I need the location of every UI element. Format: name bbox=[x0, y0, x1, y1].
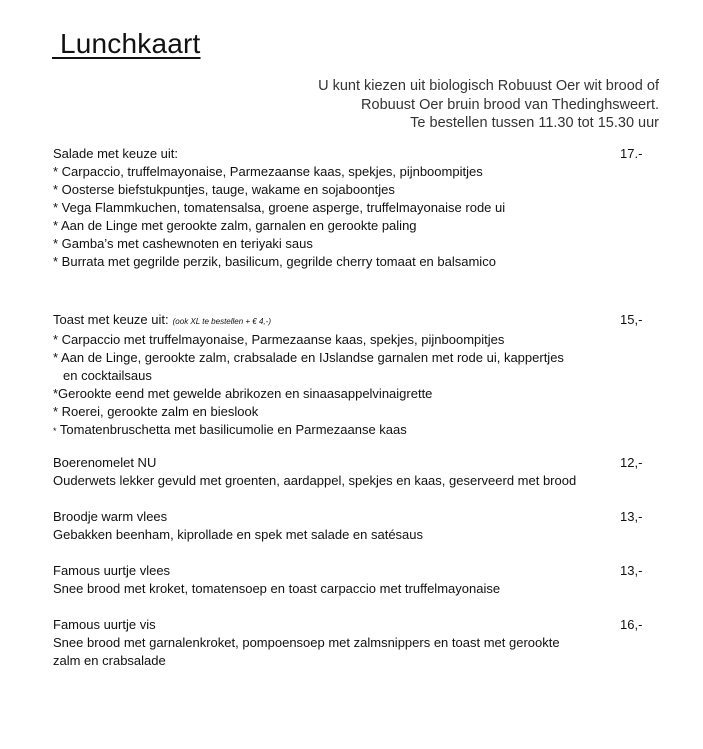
toast-item-text: Tomatenbruschetta met basilicumolie en Parmezaanse kaas bbox=[59, 422, 407, 437]
toast-item: *Gerookte eend met gewelde abrikozen en sinaasappelvinaigrette bbox=[53, 386, 433, 401]
toast-item: * Carpaccio met truffelmayonaise, Parmezaanse kaas, spekjes, pijnboompitjes bbox=[53, 332, 505, 347]
intro-line: Robuust Oer bruin brood van Thedinghsweert. bbox=[361, 96, 659, 113]
dish-famous-uurtje-vis bbox=[53, 616, 643, 670]
toast-heading-row bbox=[53, 311, 643, 331]
dish-row bbox=[53, 454, 643, 472]
intro-line: Te bestellen tussen 11.30 tot 15.30 uur bbox=[410, 115, 659, 131]
toast-heading: Toast met keuze uit: bbox=[53, 312, 169, 327]
dish-description: Snee brood met kroket, tomatensoep en toast carpaccio met truffelmayonaise bbox=[53, 581, 501, 596]
toast-price: 15,- bbox=[620, 312, 643, 327]
dish-description: zalm en crabsalade bbox=[53, 653, 166, 668]
salade-item: * Gamba’s met cashewnoten en teriyaki saus bbox=[53, 236, 313, 251]
dish-name: Boerenomelet NU bbox=[53, 455, 157, 470]
toast-xl-note: (ook XL te bestellen + € 4,-) bbox=[172, 317, 271, 326]
dish-name: Broodje warm vlees bbox=[53, 509, 168, 524]
dish-description: Ouderwets lekker gevuld met groenten, aardappel, spekjes en kaas, geserveerd met brood bbox=[53, 473, 577, 488]
salade-item: * Burrata met gegrilde perzik, basilicum, gegrilde cherry tomaat en balsamico bbox=[53, 254, 496, 269]
dish-price: 13,- bbox=[620, 563, 643, 578]
salade-section bbox=[53, 145, 643, 271]
dish-name: Famous uurtje vis bbox=[53, 617, 156, 632]
toast-item-continuation: en cocktailsaus bbox=[63, 368, 152, 383]
dish-row bbox=[53, 616, 643, 634]
toast-item: * Roerei, gerookte zalm en bieslook bbox=[53, 404, 259, 419]
salade-item: * Oosterse biefstukpuntjes, tauge, wakame en sojaboontjes bbox=[53, 182, 395, 197]
toast-section bbox=[53, 311, 643, 440]
intro-text bbox=[318, 77, 659, 133]
dish-description: Snee brood met garnalenkroket, pompoensoep met zalmsnippers en toast met gerookte bbox=[53, 635, 560, 650]
toast-item bbox=[53, 421, 643, 440]
toast-item: * Aan de Linge, gerookte zalm, crabsalade en IJslandse garnalen met rode ui, kappertjes bbox=[53, 350, 564, 365]
page-title: Lunchkaart bbox=[52, 28, 201, 59]
salade-heading-row bbox=[53, 145, 643, 163]
bullet-star: * bbox=[53, 426, 57, 436]
salade-item: * Aan de Linge met gerookte zalm, garnalen en gerookte paling bbox=[53, 218, 417, 233]
dish-broodje-warm-vlees bbox=[53, 508, 643, 544]
dish-description: Gebakken beenham, kiprollade en spek met salade en satésaus bbox=[53, 527, 424, 542]
dish-row bbox=[53, 562, 643, 580]
intro-line: U kunt kiezen uit biologisch Robuust Oer wit brood of bbox=[318, 78, 659, 94]
dish-boerenomelet bbox=[53, 454, 643, 490]
dish-price: 12,- bbox=[620, 455, 643, 470]
dish-price: 13,- bbox=[620, 509, 643, 524]
salade-price: 17.- bbox=[620, 146, 643, 161]
dish-row bbox=[53, 508, 643, 526]
salade-item: * Vega Flammkuchen, tomatensalsa, groene asperge, truffelmayonaise rode ui bbox=[53, 200, 506, 215]
salade-item: * Carpaccio, truffelmayonaise, Parmezaanse kaas, spekjes, pijnboompitjes bbox=[53, 164, 483, 179]
dish-famous-uurtje-vlees bbox=[53, 562, 643, 598]
dish-name: Famous uurtje vlees bbox=[53, 563, 171, 578]
salade-heading: Salade met keuze uit: bbox=[53, 146, 179, 161]
dish-price: 16,- bbox=[620, 617, 643, 632]
